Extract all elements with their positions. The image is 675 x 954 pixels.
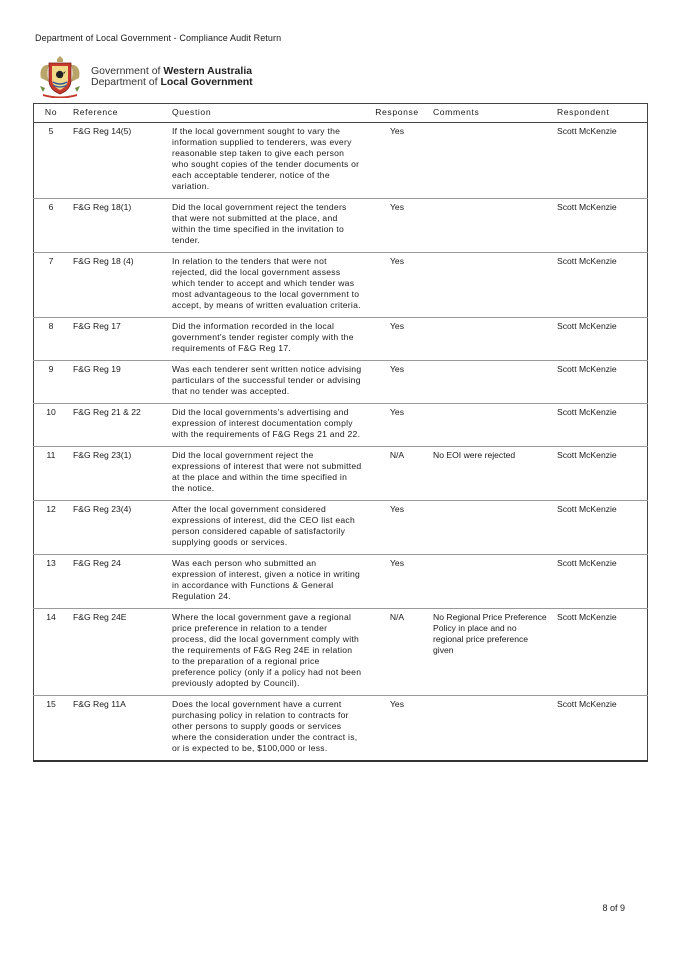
- cell-response: Yes: [366, 404, 428, 447]
- government-logo: [35, 56, 275, 98]
- cell-respondent: Scott McKenzie: [553, 318, 648, 361]
- western-australia-text: Western Australia: [163, 65, 253, 77]
- cell-no: 9: [34, 361, 69, 404]
- cell-comments: No Regional Price Preference Policy in place and no regional price preference given: [428, 609, 553, 696]
- cell-no: 11: [34, 447, 69, 501]
- cell-reference: F&G Reg 14(5): [68, 123, 167, 199]
- column-header-no: No: [34, 104, 69, 123]
- cell-comments: [428, 696, 553, 762]
- cell-response: Yes: [366, 501, 428, 555]
- cell-reference: F&G Reg 23(1): [68, 447, 167, 501]
- cell-question: Did the information recorded in the local government's tender register comply with the requirements of F&G Reg 17.: [167, 318, 366, 361]
- department-line: [91, 77, 253, 88]
- cell-comments: [428, 501, 553, 555]
- cell-question: Did the local government reject the expressions of interest that were not submitted at the place and within the time specified in the notice.: [167, 447, 366, 501]
- cell-response: Yes: [366, 199, 428, 253]
- cell-response: N/A: [366, 447, 428, 501]
- cell-reference: F&G Reg 24: [68, 555, 167, 609]
- cell-reference: F&G Reg 18 (4): [68, 253, 167, 318]
- compliance-audit-table: [33, 103, 648, 762]
- cell-no: 8: [34, 318, 69, 361]
- cell-question: Did the local governments's advertising and expression of interest documentation comply with the requirements of F&G Regs 21 and 22.: [167, 404, 366, 447]
- cell-no: 5: [34, 123, 69, 199]
- cell-comments: [428, 555, 553, 609]
- cell-respondent: Scott McKenzie: [553, 199, 648, 253]
- government-prefix: Government of: [91, 65, 164, 77]
- cell-respondent: Scott McKenzie: [553, 696, 648, 762]
- column-header-comments: Comments: [428, 104, 553, 123]
- cell-comments: [428, 361, 553, 404]
- cell-no: 7: [34, 253, 69, 318]
- table-row: [34, 318, 648, 361]
- table-row: [34, 199, 648, 253]
- table-row: [34, 447, 648, 501]
- cell-respondent: Scott McKenzie: [553, 253, 648, 318]
- table-row: [34, 696, 648, 762]
- local-government-text: Local Government: [160, 76, 253, 88]
- cell-response: Yes: [366, 555, 428, 609]
- cell-response: Yes: [366, 696, 428, 762]
- cell-respondent: Scott McKenzie: [553, 447, 648, 501]
- cell-no: 6: [34, 199, 69, 253]
- government-name: [91, 66, 253, 88]
- cell-respondent: Scott McKenzie: [553, 404, 648, 447]
- cell-response: Yes: [366, 318, 428, 361]
- cell-response: Yes: [366, 361, 428, 404]
- cell-comments: No EOI were rejected: [428, 447, 553, 501]
- cell-reference: F&G Reg 18(1): [68, 199, 167, 253]
- cell-reference: F&G Reg 21 & 22: [68, 404, 167, 447]
- cell-comments: [428, 123, 553, 199]
- table-row: [34, 404, 648, 447]
- department-prefix: Department of: [91, 76, 161, 88]
- cell-no: 12: [34, 501, 69, 555]
- cell-question: Was each person who submitted an expression of interest, given a notice in writing in accordance with Functions & General Regulation 24.: [167, 555, 366, 609]
- cell-no: 10: [34, 404, 69, 447]
- cell-question: In relation to the tenders that were not rejected, did the local government assess which tender to accept and which tender was most advantageous to the local government to accept, by means of written evaluation criteria.: [167, 253, 366, 318]
- cell-respondent: Scott McKenzie: [553, 361, 648, 404]
- document-header-title: Department of Local Government - Compliance Audit Return: [35, 33, 282, 43]
- cell-comments: [428, 318, 553, 361]
- cell-respondent: Scott McKenzie: [553, 501, 648, 555]
- wa-crest-icon: [35, 56, 85, 98]
- cell-response: Yes: [366, 123, 428, 199]
- column-header-reference: Reference: [68, 104, 167, 123]
- column-header-respondent: Respondent: [553, 104, 648, 123]
- cell-reference: F&G Reg 23(4): [68, 501, 167, 555]
- table-row: [34, 555, 648, 609]
- cell-respondent: Scott McKenzie: [553, 123, 648, 199]
- cell-comments: [428, 253, 553, 318]
- table-row: [34, 361, 648, 404]
- cell-reference: F&G Reg 19: [68, 361, 167, 404]
- cell-question: Did the local government reject the tenders that were not submitted at the place, and within the time specified in the invitation to tender.: [167, 199, 366, 253]
- table-row: [34, 609, 648, 696]
- table-header-row: [34, 104, 648, 123]
- table-body: [34, 123, 648, 762]
- table-row: [34, 501, 648, 555]
- column-header-question: Question: [167, 104, 366, 123]
- page-number: 8 of 9: [602, 903, 625, 913]
- cell-comments: [428, 199, 553, 253]
- cell-no: 14: [34, 609, 69, 696]
- cell-response: N/A: [366, 609, 428, 696]
- cell-comments: [428, 404, 553, 447]
- cell-respondent: Scott McKenzie: [553, 609, 648, 696]
- cell-no: 13: [34, 555, 69, 609]
- column-header-response: Response: [366, 104, 428, 123]
- cell-question: After the local government considered expressions of interest, did the CEO list each person considered capable of satisfactorily supplying goods or services.: [167, 501, 366, 555]
- cell-question: Where the local government gave a regional price preference in relation to a tender process, did the local government comply with the requirements of F&G Reg 24E in relation to the preparation of a regional price preference policy (only if a policy had not been previously adopted by Council).: [167, 609, 366, 696]
- cell-question: If the local government sought to vary the information supplied to tenderers, was every reasonable step taken to give each person who sought copies of the tender documents or each acceptable tenderer, notice of the variation.: [167, 123, 366, 199]
- cell-reference: F&G Reg 24E: [68, 609, 167, 696]
- cell-question: Does the local government have a current purchasing policy in relation to contracts for other persons to supply goods or services where the consideration under the contract is, or is expected to be, $100,000 or less.: [167, 696, 366, 762]
- table-row: [34, 123, 648, 199]
- table-row: [34, 253, 648, 318]
- cell-question: Was each tenderer sent written notice advising particulars of the successful tender or advising that no tender was accepted.: [167, 361, 366, 404]
- cell-response: Yes: [366, 253, 428, 318]
- cell-reference: F&G Reg 11A: [68, 696, 167, 762]
- cell-no: 15: [34, 696, 69, 762]
- cell-respondent: Scott McKenzie: [553, 555, 648, 609]
- cell-reference: F&G Reg 17: [68, 318, 167, 361]
